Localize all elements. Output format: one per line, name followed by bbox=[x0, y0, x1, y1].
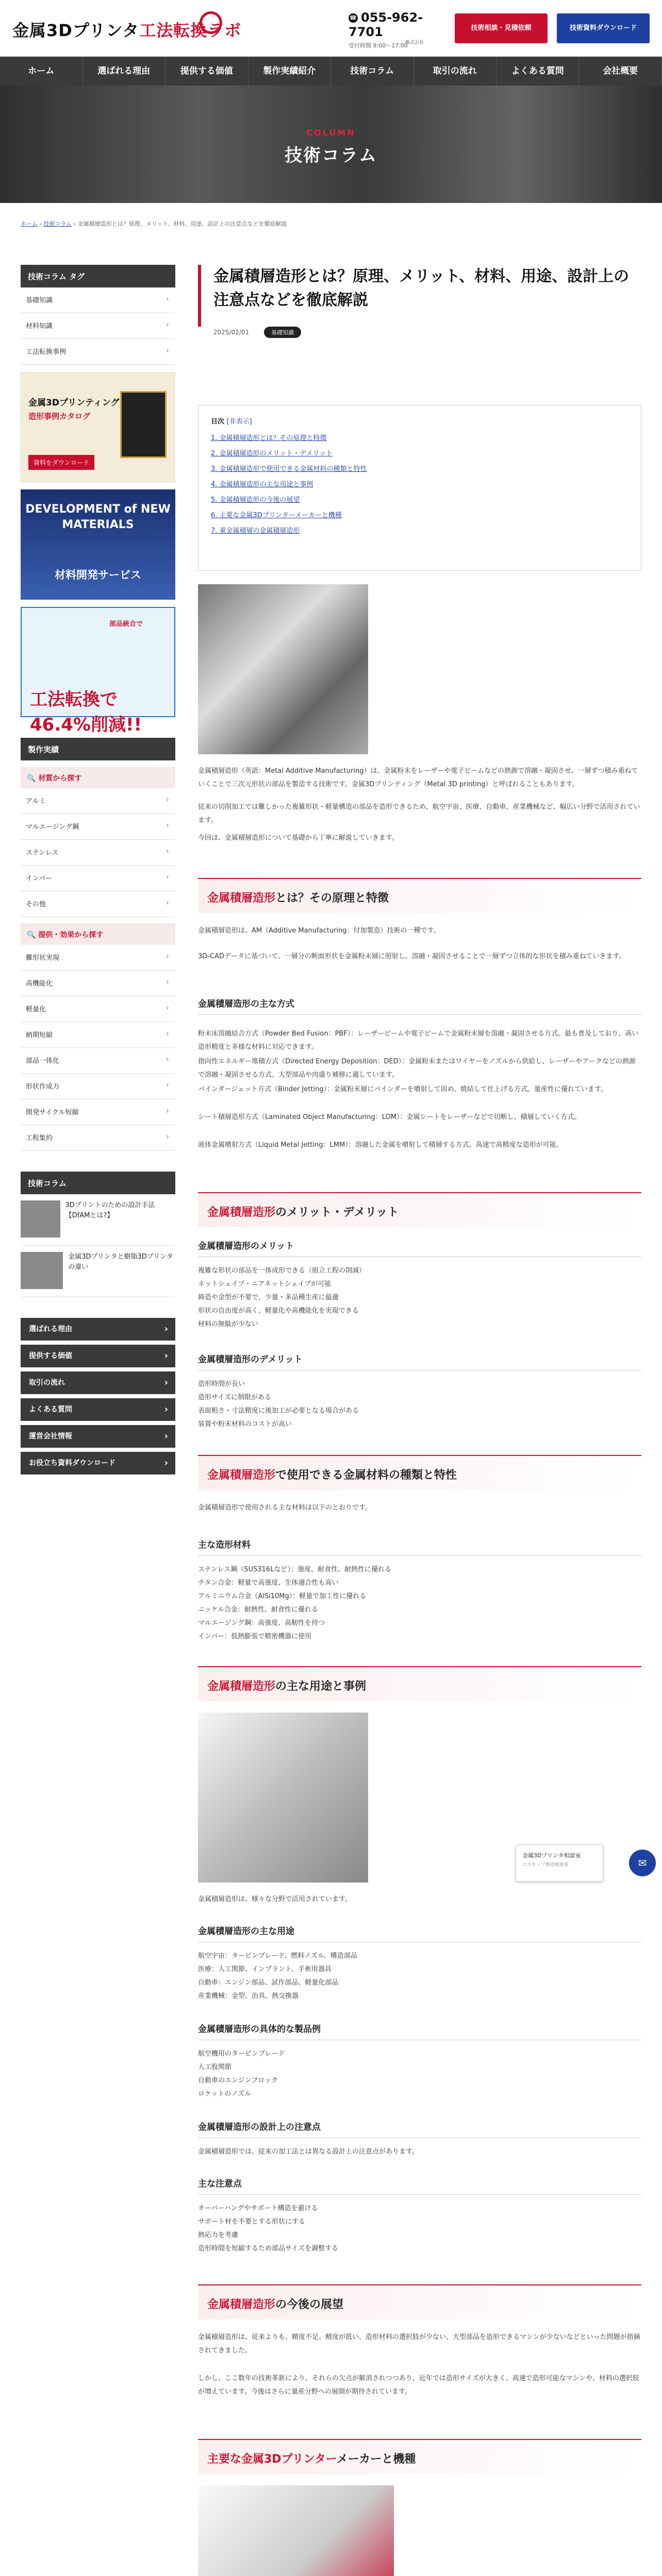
breadcrumb-column[interactable]: 技術コラム bbox=[43, 221, 72, 227]
chat-popup-title: 金属3Dプリンタ相談室 bbox=[522, 1852, 581, 1859]
material-item[interactable]: ステンレス › bbox=[21, 840, 175, 866]
machined-part-photo bbox=[198, 1713, 368, 1883]
note-item: オーバーハングやサポート構造を避ける bbox=[198, 2205, 318, 2212]
section-paragraph: 金属積層造形は、従来よりも、精度不足、精度が低い、造形材料の選択肢が少ない、大型部品を造形できるマシンが少ないなどといった問題が指摘されてきました。 bbox=[198, 2333, 640, 2354]
material-spec-item: ステンレス鋼（SUS316Lなど）：強度、耐食性、耐熱性に優れる bbox=[198, 1566, 391, 1573]
logo-accent: 工法転換ラボ bbox=[139, 21, 242, 40]
merit-item: 材料の無駄が少ない bbox=[198, 1320, 259, 1328]
nav-faq[interactable]: よくある質問 bbox=[496, 57, 580, 86]
sidebar bbox=[21, 265, 175, 1475]
section-paragraph: 金属積層造形は、AM（Additive Manufacturing：付加製造）技術の一種です。 bbox=[198, 927, 440, 935]
materials-banner-en: DEVELOPMENT of NEW MATERIALS bbox=[25, 503, 171, 531]
section-subheading: 金属積層造形の具体的な製品例 bbox=[198, 2022, 641, 2040]
metal-parts-photo bbox=[198, 584, 368, 754]
consult-chat-popup[interactable] bbox=[516, 1844, 603, 1882]
material-spec-item: マルエージング鋼：高強度、高靭性を持つ bbox=[198, 1619, 325, 1627]
section-subheading: 主な注意点 bbox=[198, 2176, 641, 2195]
column-thumbnail bbox=[21, 1200, 60, 1238]
section-heading: 金属積層造形とは？その原理と特徴 bbox=[198, 878, 641, 913]
column-thumbnail bbox=[21, 1252, 63, 1289]
toc-item[interactable]: 3. 金属積層造形で使用できる金属材料の種類と特性 bbox=[211, 465, 367, 473]
section-heading: 金属積層造形の主な用途と事例 bbox=[198, 1666, 641, 1701]
section-subheading: 主な造形材料 bbox=[198, 1537, 641, 1556]
toc-toggle[interactable]: [非表示] bbox=[226, 418, 252, 426]
effect-item[interactable]: 難形状実現 › bbox=[21, 945, 175, 971]
section-paragraph: 3D-CADデータに基づいて、一層分の断面形状を金属粉末層に照射し、溶融・凝固させることで一層ずつ立体的な形状を積み重ねていきます。 bbox=[198, 953, 626, 960]
material-list bbox=[21, 788, 175, 917]
site-header bbox=[0, 0, 662, 57]
cases-section bbox=[21, 738, 175, 1151]
effect-item[interactable]: 納期短縮 › bbox=[21, 1022, 175, 1048]
side-link-flow[interactable]: 取引の流れ › bbox=[21, 1371, 175, 1394]
side-link-faq[interactable]: よくある質問 › bbox=[21, 1398, 175, 1421]
demerit-item: 表面粗さ・寸法精度に後加工が必要となる場合がある bbox=[198, 1407, 359, 1415]
effect-item[interactable]: 開発サイクル短縮 › bbox=[21, 1099, 175, 1125]
material-item[interactable]: マルエージング鋼 › bbox=[21, 814, 175, 840]
toc-item[interactable]: 4. 金属積層造形の主な用途と事例 bbox=[211, 481, 313, 488]
materials-banner-ja: 材料開発サービス bbox=[55, 569, 141, 581]
section-subheading: 金属積層造形の設計上の注意点 bbox=[198, 2120, 641, 2138]
table-of-contents bbox=[198, 405, 641, 571]
toc-item[interactable]: 7. 東金属積層の金属積層造形 bbox=[211, 527, 300, 535]
toc-heading: 目次 [非表示] bbox=[211, 418, 252, 426]
section-paragraph: 金属積層造形は、様々な分野で活用されています。 bbox=[198, 1895, 352, 1903]
nav-flow[interactable]: 取引の流れ bbox=[414, 57, 497, 86]
demerit-item: 装置や粉末材料のコストが高い bbox=[198, 1420, 292, 1428]
materials-banner[interactable] bbox=[21, 489, 175, 600]
column-list-item[interactable] bbox=[21, 1194, 175, 1246]
cases-heading: 製作実績 bbox=[21, 738, 175, 760]
effect-subheading: 🔍 提供・効果から探す bbox=[21, 923, 175, 945]
toc-item[interactable]: 2. 金属積層造形のメリット・デメリット bbox=[211, 450, 333, 457]
use-item: 医療：人工関節、インプラント、手術用器具 bbox=[198, 1965, 332, 1973]
consult-button[interactable]: 技術相談・見積依頼 bbox=[455, 13, 548, 43]
section-heading: 主要な金属3Dプリンターメーカーと機種 bbox=[198, 2439, 641, 2474]
side-link-value[interactable]: 提供する価値 › bbox=[21, 1345, 175, 1367]
demerit-item: 造形サイズに制限がある bbox=[198, 1394, 271, 1401]
catalog-banner-subtitle: 造形事例カタログ bbox=[28, 412, 91, 421]
emblem-ring-icon bbox=[200, 11, 222, 34]
hero-banner bbox=[0, 86, 662, 203]
side-link-reasons[interactable]: 選ばれる理由 › bbox=[21, 1318, 175, 1341]
nav-value[interactable]: 提供する価値 bbox=[166, 57, 249, 86]
side-link-company[interactable]: 運営会社情報 › bbox=[21, 1425, 175, 1448]
example-item: 人工股関節 bbox=[198, 2063, 232, 2071]
method-item: 指向性エネルギー堆積方式（Directed Energy Deposition：DED）：金属粉末またはワイヤーをノズルから供給し、レーザーやアークなどの熱源で溶融・凝固させる方式。大型部品や肉盛り補修に適しています。 bbox=[198, 1058, 636, 1079]
section-paragraph: 金属積層造形で使用される主な材料は以下のとおりです。 bbox=[198, 1504, 372, 1512]
merit-item: 複雑な形状の部品を一体成形できる（組立工程の削減） bbox=[198, 1267, 366, 1275]
article-title-block bbox=[198, 265, 641, 327]
side-link-download[interactable]: お役立ち資料ダウンロード › bbox=[21, 1452, 175, 1475]
note-item: 造形時間を短縮するため部品サイズを調整する bbox=[198, 2245, 338, 2252]
section-heading: 金属積層造形で使用できる金属材料の種類と特性 bbox=[198, 1455, 641, 1490]
intro-paragraph: 今回は、金属積層造形について基礎から丁寧に解説していきます。 bbox=[198, 834, 399, 842]
catalog-download-label: 資料をダウンロード bbox=[28, 455, 94, 470]
use-item: 航空宇宙：タービンブレード、燃料ノズル、構造部品 bbox=[198, 1952, 357, 1960]
nav-column[interactable]: 技術コラム bbox=[331, 57, 414, 86]
material-spec-item: チタン合金：軽量で高強度、生体適合性も高い bbox=[198, 1579, 339, 1587]
cost-banner-percent: 46.4% bbox=[30, 715, 91, 735]
cost-reduction-banner[interactable] bbox=[21, 607, 175, 735]
tag-list bbox=[21, 287, 175, 365]
catalog-banner-title: 金属3Dプリンティング bbox=[28, 398, 120, 408]
tag-item[interactable]: 工法転換事例 › bbox=[21, 339, 175, 365]
phone-number: 055-962-7701 bbox=[349, 10, 423, 39]
material-spec-item: ニッケル合金：耐熱性、耐食性に優れる bbox=[198, 1606, 318, 1614]
effect-item[interactable]: 軽量化 › bbox=[21, 996, 175, 1022]
breadcrumb-current: 金属積層造形とは？原理、メリット、材料、用途、設計上の注意点などを徹底解説 bbox=[77, 221, 287, 227]
tag-item[interactable]: 材料知識 › bbox=[21, 313, 175, 339]
material-item[interactable]: その他 › bbox=[21, 891, 175, 917]
method-item: 液体金属噴射方式（Liquid Metal Jetting：LMM）：溶融した金属を噴射して積層する方式。高速で高精度な造形が可能。 bbox=[198, 1141, 563, 1149]
cost-banner-lead: 部品統合で bbox=[109, 620, 143, 628]
merit-item: 鋳造や金型が不要で、少量・多品種生産に最適 bbox=[198, 1294, 339, 1301]
section-heading: 金属積層造形のメリット・デメリット bbox=[198, 1192, 641, 1227]
merit-item: ネットシェイプ・ニアネットシェイプが可能 bbox=[198, 1280, 332, 1288]
column-item-title: 3Dプリントのための設計手法【DfAMとは?】 bbox=[65, 1201, 155, 1219]
section-subheading: 金属積層造形のデメリット bbox=[198, 1352, 641, 1370]
cost-banner-method: 工法転換で bbox=[30, 689, 118, 710]
chat-open-button[interactable] bbox=[629, 1850, 656, 1876]
intro-paragraph: 金属積層造形（英語：Metal Additive Manufacturing）は、金属粉末をレーザーや電子ビームなどの熱源で溶融・凝固させ、一層ずつ積み重ねていくことで三次元形状の部品を製造する技術です。金属3Dプリンティング（Metal 3D printing）と呼ばれることもあります。 bbox=[198, 767, 638, 788]
example-item: ロケットのノズル bbox=[198, 2090, 251, 2098]
emblem-text: 株式会社 bbox=[405, 40, 424, 45]
tag-item[interactable]: 基礎知識 › bbox=[21, 287, 175, 313]
section-subheading: 金属積層造形の主な用途 bbox=[198, 1924, 641, 1942]
breadcrumb-home[interactable]: ホーム bbox=[21, 221, 38, 227]
catalog-banner[interactable] bbox=[21, 372, 175, 482]
cost-banner-text bbox=[30, 685, 174, 736]
hero-title: 技術コラム bbox=[285, 145, 377, 166]
example-item: 航空機用のタービンブレード bbox=[198, 2050, 285, 2058]
nav-cases[interactable]: 製作実績紹介 bbox=[249, 57, 332, 86]
download-button[interactable]: 技術資料ダウンロード bbox=[557, 13, 650, 43]
effect-item[interactable]: 形状作成力 › bbox=[21, 1074, 175, 1099]
article-title: 金属積層造形とは？原理、メリット、材料、用途、設計上の注意点などを徹底解説 bbox=[213, 267, 630, 309]
effect-list bbox=[21, 945, 175, 1151]
cost-banner-tail: 削減!! bbox=[90, 715, 142, 735]
note-item: 熱応力を考慮 bbox=[198, 2231, 239, 2239]
section-paragraph: 金属積層造形では、従来の加工法とは異なる設計上の注意点があります。 bbox=[198, 2148, 419, 2156]
material-item[interactable]: アルミ › bbox=[21, 788, 175, 814]
section-subheading: 金属積層造形のメリット bbox=[198, 1239, 641, 1257]
hero-en-title: COLUMN bbox=[306, 128, 356, 138]
chat-popup-subtitle: エスキップ製造相談室 bbox=[522, 1862, 569, 1868]
catalog-book-image bbox=[120, 391, 167, 458]
column-section bbox=[21, 1172, 175, 1297]
nav-home[interactable]: ホーム bbox=[0, 57, 83, 86]
material-spec-item: アルミニウム合金（AlSi10Mg）：軽量で加工性に優れる bbox=[198, 1592, 367, 1600]
logo-main: 金属3Dプリンタ bbox=[12, 21, 140, 40]
breadcrumb: ホーム › 技術コラム › 金属積層造形とは？原理、メリット、材料、用途、設計上の注意点などを徹底解説 bbox=[21, 221, 287, 227]
global-nav bbox=[0, 57, 662, 86]
column-item-title: 金属3Dプリンタと樹脂3Dプリンタの違い bbox=[68, 1253, 173, 1271]
chat-icon: ✉ bbox=[638, 1857, 647, 1869]
phone-icon: ☎ bbox=[349, 13, 358, 23]
phone-contact[interactable] bbox=[349, 10, 452, 49]
toc-item[interactable]: 6. 主要な金属3Dプリンターメーカーと機種 bbox=[211, 512, 342, 519]
material-spec-item: インバー：低熱膨張で精密機器に使用 bbox=[198, 1633, 312, 1640]
tag-heading: 技術コラム タグ bbox=[21, 265, 175, 287]
effect-item[interactable]: 部品一体化 › bbox=[21, 1048, 175, 1074]
section-subheading: 金属積層造形の主な方式 bbox=[198, 996, 641, 1015]
demerit-item: 造形時間が長い bbox=[198, 1380, 245, 1388]
article-tag-badge[interactable]: 基礎知識 bbox=[264, 327, 301, 338]
column-list-item[interactable] bbox=[21, 1246, 175, 1297]
effect-item[interactable]: 工程集約 › bbox=[21, 1125, 175, 1151]
sidebar-button-group bbox=[21, 1318, 175, 1475]
example-item: 自動車のエンジンブロック bbox=[198, 2077, 278, 2084]
method-item: シート積層造形方式（Laminated Object Manufacturing：LOM）：金属シートをレーザーなどで切断し、積層していく方式。 bbox=[198, 1113, 581, 1121]
section-heading: 金属積層造形の今後の展望 bbox=[198, 2284, 641, 2319]
nav-company[interactable]: 会社概要 bbox=[580, 57, 662, 86]
use-item: 自動車：エンジン部品、試作部品、軽量化部品 bbox=[198, 1979, 339, 1987]
note-item: サポート材を不要とする形状にする bbox=[198, 2218, 306, 2226]
effect-item[interactable]: 高機能化 › bbox=[21, 971, 175, 996]
article-date: 2025/02/01 bbox=[213, 329, 250, 336]
material-item[interactable]: インバー › bbox=[21, 866, 175, 891]
material-subheading: 🔍 材質から探す bbox=[21, 767, 175, 788]
method-item: 粉末床溶融結合方式（Powder Bed Fusion：PBF）：レーザービームや電子ビームで金属粉末層を溶融・凝固させる方式。最も普及しており、高い造形精度と多様な材料に対応できます。 bbox=[198, 1030, 639, 1051]
toc-item[interactable]: 5. 金属積層造形の今後の展望 bbox=[211, 496, 300, 504]
nav-reasons[interactable]: 選ばれる理由 bbox=[83, 57, 166, 86]
merit-item: 形状の自由度が高く、軽量化や高機能化を実現できる bbox=[198, 1307, 359, 1315]
use-item: 産業機械：金型、治具、熱交換器 bbox=[198, 1992, 299, 2000]
toc-list bbox=[211, 431, 628, 539]
column-heading: 技術コラム bbox=[21, 1172, 175, 1194]
3d-printer-photo bbox=[198, 2485, 394, 2576]
method-item: バインダージェット方式（Binder Jetting）：金属粉末層にバインダーを噴射して固め、焼結して仕上げる方式。量産性に優れています。 bbox=[198, 1086, 608, 1093]
section-paragraph: しかし、ここ数年の技術革新により、それらの欠点が解消されつつあり、近年では造形サイズが大きく、高速で造形可能なマシンや、材料の選択肢が増えています。今後はさらに量産分野への展開が期待されています。 bbox=[198, 2375, 639, 2396]
phone-hours: 受付時間 9:00〜17:00 bbox=[349, 42, 408, 49]
intro-paragraph: 従来の切削加工では難しかった複雑形状・軽量構造の部品を造形できるため、航空宇宙、医療、自動車、産業機械など、幅広い分野で活用されています。 bbox=[198, 803, 640, 824]
toc-item[interactable]: 1. 金属積層造形とは？その原理と特徴 bbox=[211, 434, 327, 442]
